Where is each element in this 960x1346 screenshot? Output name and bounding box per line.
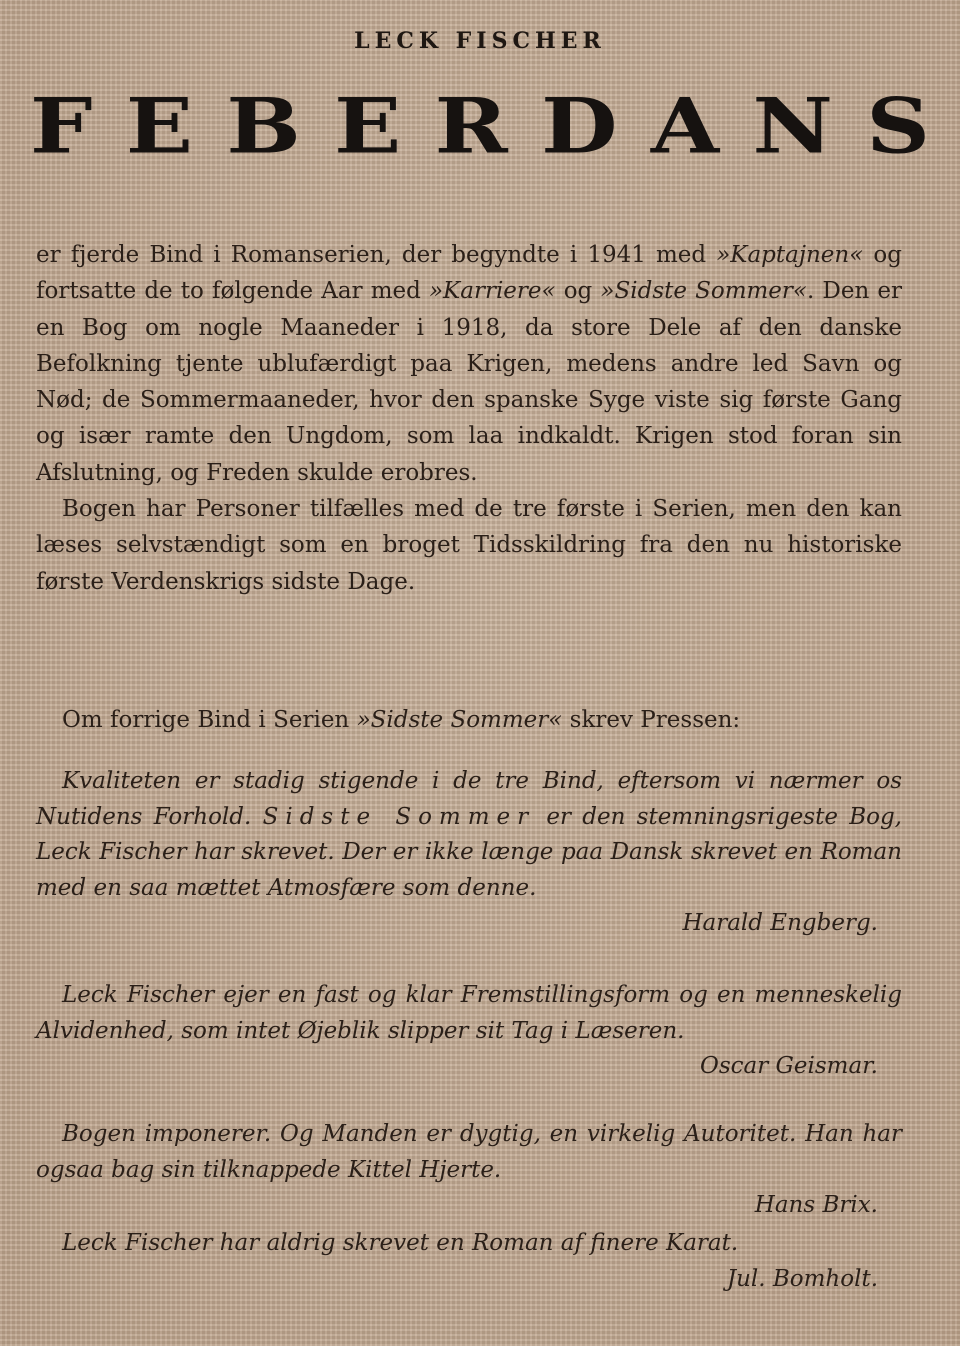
quote-text: Leck Fischer ejer en fast og klar Fremstillingsform og en menneskelig Alvidenhed, som intet Øjeblik slipper sit Tag i Læseren. xyxy=(36,982,902,1044)
intro-text-run: og xyxy=(555,278,601,305)
quote-text-run: Kvaliteten er stadig stigende i de tre Bind, eftersom vi nærmer os Nutidens Forhold. xyxy=(36,768,902,830)
author-name: LECK FISCHER xyxy=(354,28,606,54)
intro-text xyxy=(36,237,902,600)
quote-text xyxy=(36,764,902,906)
quote-spaced-title: Sidste Sommer xyxy=(262,803,536,830)
press-quote xyxy=(36,1226,902,1297)
quote-text: Leck Fischer har aldrig skrevet en Roman af finere Karat. xyxy=(62,1230,739,1256)
intro-paragraph-1 xyxy=(36,237,902,491)
quote-signature: Oscar Geismar. xyxy=(699,1053,878,1079)
intro-text-run: og fortsatte de to følgende Aar med xyxy=(36,242,902,305)
press-quote xyxy=(36,1117,902,1224)
quote-signature: Hans Brix. xyxy=(754,1192,878,1218)
quote-text-run: er den stemningsrigeste Bog, Leck Fischer har skrevet. Der er ikke længe paa Dansk skrevet en Roman med en saa mættet Atmosfære som denne. xyxy=(36,803,902,901)
title-letter: E xyxy=(125,81,193,171)
intro-paragraph-2: Bogen har Personer tilfælles med de tre første i Serien, men den kan læses selvstændigt som en broget Tidsskildring fra den nu historiske første Verdenskrigs sidste Dage. xyxy=(36,496,902,595)
press-intro-title: »Sidste Sommer« xyxy=(356,707,563,733)
book-title xyxy=(30,81,930,171)
title-letter: E xyxy=(334,81,402,171)
title-letter: D xyxy=(541,81,618,171)
press-intro xyxy=(62,702,882,738)
title-letter: B xyxy=(226,81,301,171)
title-letter: F xyxy=(30,81,93,171)
press-intro-text: Om forrige Bind i Serien xyxy=(62,707,357,733)
press-quote xyxy=(36,978,902,1085)
quote-text: Bogen imponerer. Og Manden er dygtig, en virkelig Autoritet. Han har ogsaa bag sin tilknappede Kittel Hjerte. xyxy=(36,1121,902,1183)
title-letter: S xyxy=(866,81,930,171)
intro-text-run: er fjerde Bind i Romanserien, der begyndte i 1941 med xyxy=(36,242,717,268)
quote-signature: Jul. Bomholt. xyxy=(726,1265,878,1292)
title-letter: N xyxy=(752,81,833,171)
title-sidste-sommer: »Sidste Sommer« xyxy=(600,278,807,305)
title-karriere: »Karriere« xyxy=(428,278,556,305)
title-kaptajnen: »Kaptajnen« xyxy=(716,242,864,268)
intro-text-run: . Den er en Bog om nogle Maaneder i 1918, da store Dele af den danske Befolkning tjente ublufærdigt paa Krigen, medens andre led Savn og Nød; de Sommermaaneder, hvor den spanske Syge viste sig første Gang og især ramte den Ungdom, som laa indkaldt. Krigen stod foran sin Afslutning, og Freden skulde erobres. xyxy=(36,278,903,486)
press-quote xyxy=(36,764,902,942)
title-letter: R xyxy=(434,81,508,171)
quote-signature: Harald Engberg. xyxy=(682,910,878,936)
title-letter: A xyxy=(650,81,720,171)
press-intro-text: skrev Pressen: xyxy=(562,707,741,733)
